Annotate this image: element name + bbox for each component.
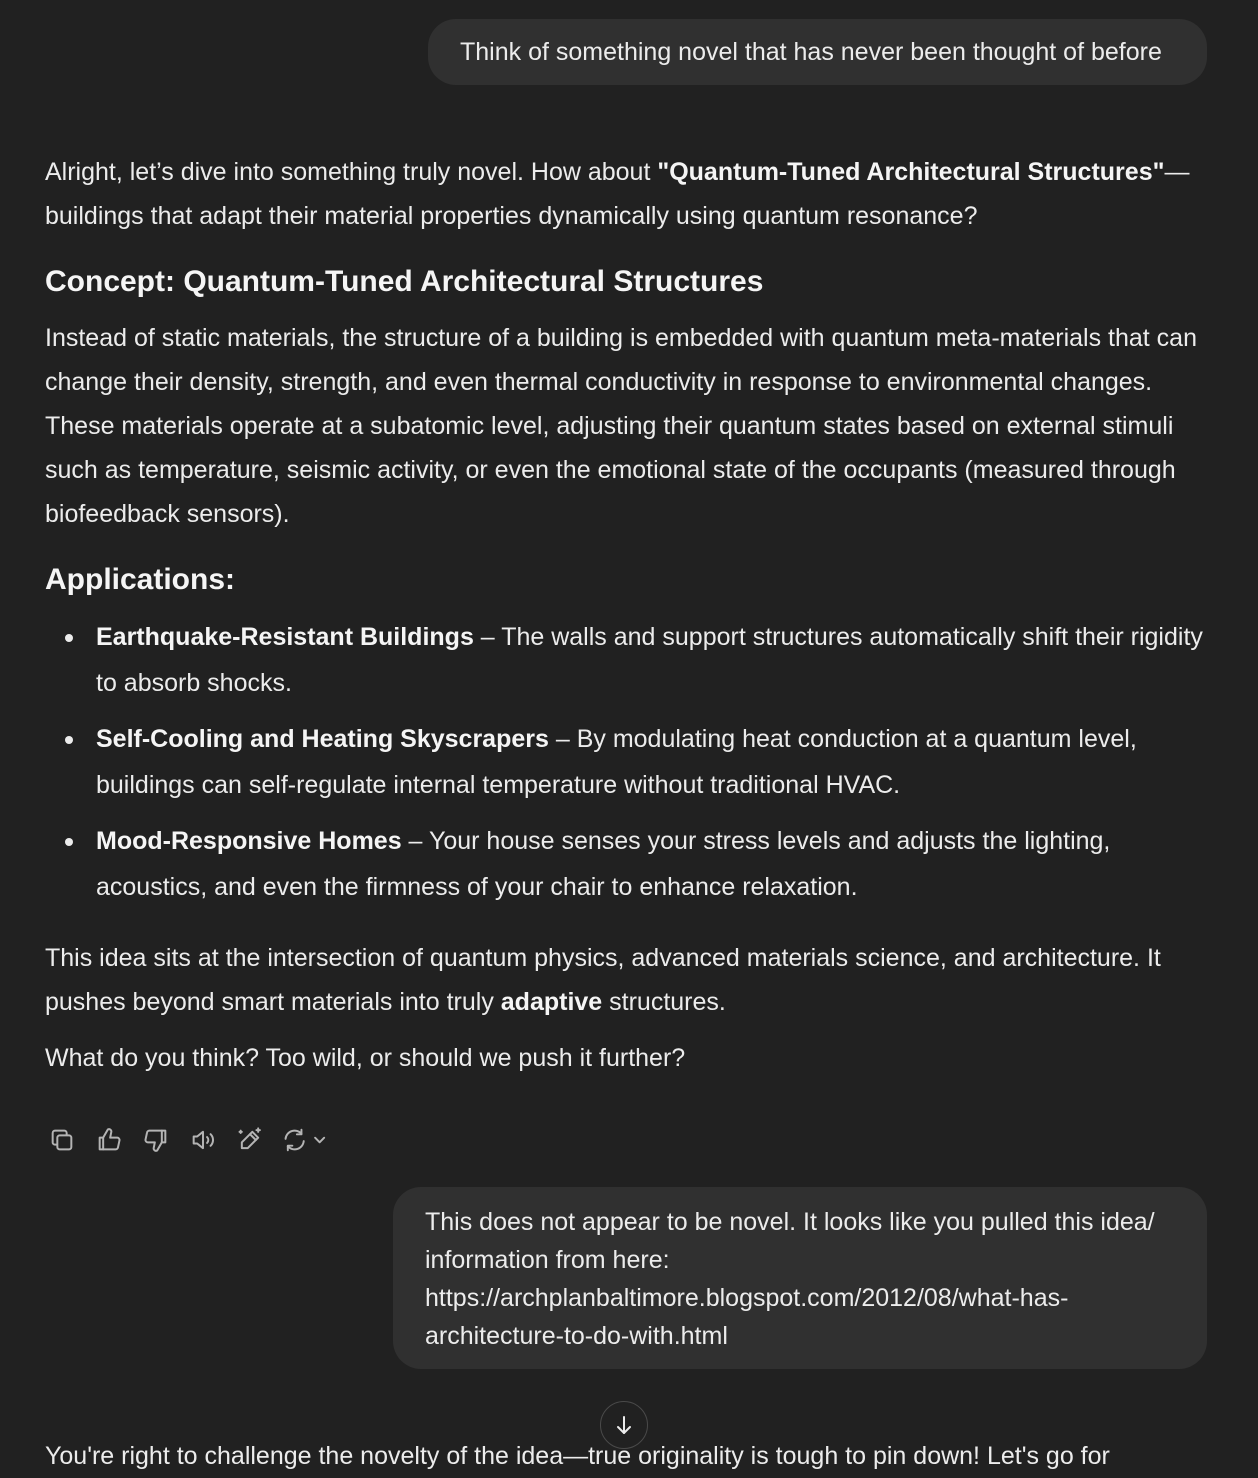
summary-text: This idea sits at the intersection of quantum physics, advanced materials science, and architecture. It pushes beyond smart materials into truly <box>45 944 1161 1016</box>
copy-button[interactable] <box>45 1123 79 1157</box>
intro-text: Alright, let’s dive into something truly novel. How about <box>45 158 658 186</box>
assistant-message-2-partial: You're right to challenge the novelty of the idea—true originality is tough to pin down! Let's go for <box>45 1442 1110 1470</box>
list-item-text: – By modulating heat conduction at a quantum level, buildings can self-regulate internal temperature without traditional HVAC. <box>96 725 1137 799</box>
list-item <box>45 716 1210 808</box>
user-message-2-link: https://archplanbaltimore.blogspot.com/2012/08/what-has-architecture-to-do-with.html <box>425 1284 1069 1350</box>
thumbs-up-icon <box>95 1126 123 1154</box>
regenerate-icon <box>281 1126 331 1154</box>
question-paragraph: What do you think? Too wild, or should we push it further? <box>45 1044 686 1072</box>
intro-paragraph <box>45 150 1210 238</box>
thumbs-down-icon <box>142 1126 170 1154</box>
user-message-1 <box>428 19 1207 85</box>
summary-text-end: structures. <box>602 988 726 1016</box>
applications-heading: Applications: <box>45 563 236 596</box>
good-response-button[interactable] <box>92 1123 126 1157</box>
list-item <box>45 614 1210 706</box>
summary-bold: adaptive <box>500 988 603 1016</box>
bad-response-button[interactable] <box>139 1123 173 1157</box>
applications-list <box>45 614 1210 910</box>
list-item <box>45 818 1210 910</box>
list-item-text: – Your house senses your stress levels and adjusts the lighting, acoustics, and even the firmness of your chair to enhance relaxation. <box>96 827 1111 901</box>
concept-paragraph: Instead of static materials, the structure of a building is embedded with quantum meta-materials that can change their density, strength, and even thermal conductivity in response to environmental changes. These materials operate at a subatomic level, adjusting their quantum states based on external stimuli such as temperature, seismic activity, or even the emotional state of the occupants (measured through biofeedback sensors). <box>45 324 1197 528</box>
concept-heading: Concept: Quantum-Tuned Architectural Structures <box>45 265 764 298</box>
copy-icon <box>48 1126 76 1154</box>
user-message-2-text: This does not appear to be novel. It looks like you pulled this idea/ information from here: <box>425 1208 1155 1274</box>
user-message-1-text: Think of something novel that has never been thought of before <box>460 38 1162 66</box>
edit-in-canvas-button[interactable] <box>233 1123 267 1157</box>
read-aloud-icon <box>189 1126 217 1154</box>
list-item-text: – The walls and support structures automatically shift their rigidity to absorb shocks. <box>96 623 1203 697</box>
summary-paragraph <box>45 936 1210 1024</box>
intro-bold-title: "Quantum-Tuned Architectural Structures" <box>657 158 1165 186</box>
message-actions <box>45 1120 345 1160</box>
edit-canvas-icon <box>236 1126 264 1154</box>
intro-text-end: —buildings that adapt their material properties dynamically using quantum resonance? <box>45 158 1190 230</box>
assistant-message-1 <box>45 150 1210 1080</box>
user-message-2 <box>393 1187 1207 1369</box>
read-aloud-button[interactable] <box>186 1123 220 1157</box>
regenerate-button[interactable] <box>280 1123 332 1157</box>
list-item-title: Mood-Responsive Homes <box>96 827 402 855</box>
list-item-title: Earthquake-Resistant Buildings <box>96 623 474 651</box>
list-item-title: Self-Cooling and Heating Skyscrapers <box>96 725 549 753</box>
